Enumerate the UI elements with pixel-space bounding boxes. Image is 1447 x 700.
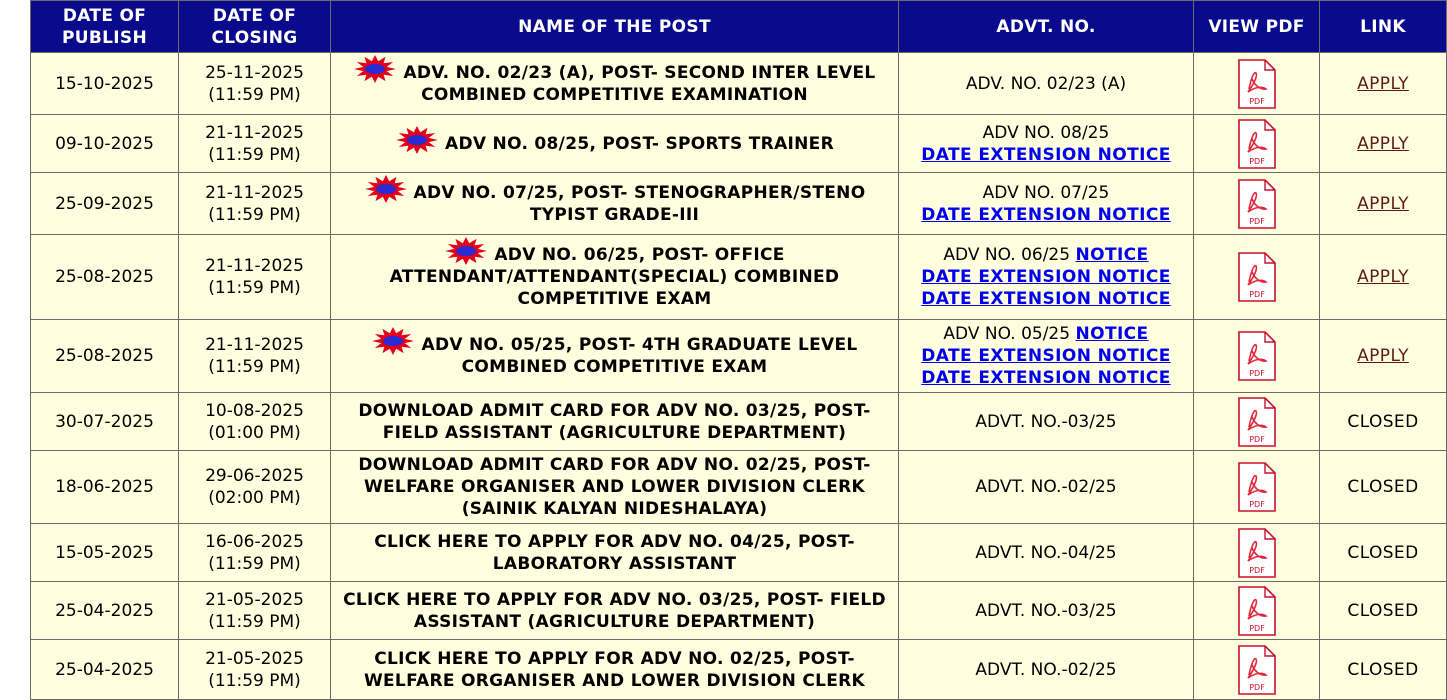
notice-link[interactable]: NOTICE [1075, 324, 1149, 344]
header-date-closing: DATE OF CLOSING [179, 1, 331, 53]
advt-number-line [903, 244, 1189, 266]
publish-date: 25-09-2025 [31, 173, 179, 235]
closing-date [179, 235, 331, 320]
post-name-text[interactable]: ADV NO. 08/25, POST- SPORTS TRAINER [445, 133, 834, 154]
advt-number-text: ADVT. NO.-03/25 [975, 600, 1117, 621]
post-name-text[interactable]: CLICK HERE TO APPLY FOR ADV NO. 02/25, POST- WELFARE ORGANISER AND LOWER DIVISION CLERK [363, 648, 866, 691]
advt-number-text: ADVT. NO.-02/25 [975, 659, 1117, 680]
advt-number [899, 524, 1194, 582]
header-post-name: NAME OF THE POST [331, 1, 899, 53]
advt-number-text: ADV NO. 05/25 [943, 324, 1071, 344]
post-name[interactable] [331, 173, 899, 235]
link-cell [1320, 115, 1447, 173]
view-pdf-cell [1194, 524, 1320, 582]
closing-time-value: (02:00 PM) [208, 488, 301, 508]
pdf-icon[interactable] [1237, 252, 1277, 302]
post-name[interactable] [331, 320, 899, 393]
advt-number-line [903, 122, 1189, 144]
closed-status: CLOSED [1347, 411, 1419, 432]
view-pdf-cell [1194, 173, 1320, 235]
closing-date [179, 524, 331, 582]
date-extension-line [903, 204, 1189, 226]
advt-number-line [903, 411, 1189, 433]
pdf-icon[interactable] [1237, 645, 1277, 695]
link-cell [1320, 173, 1447, 235]
post-name[interactable] [331, 582, 899, 640]
closing-time-value: (11:59 PM) [208, 670, 301, 691]
closing-time-value: (11:59 PM) [208, 611, 301, 632]
pdf-icon[interactable] [1237, 59, 1277, 109]
advt-number-text: ADVT. NO.-03/25 [975, 411, 1117, 432]
closing-date-value: 21-05-2025 [205, 648, 304, 669]
advt-number-text: ADVT. NO.-04/25 [975, 542, 1117, 563]
closing-date [179, 640, 331, 700]
table-row [31, 235, 1447, 320]
date-extension-notice-link[interactable]: DATE EXTENSION NOTICE [921, 346, 1171, 366]
date-extension-line [903, 367, 1189, 389]
date-extension-line [903, 288, 1189, 310]
view-pdf-cell [1194, 640, 1320, 700]
date-extension-notice-link[interactable]: DATE EXTENSION NOTICE [921, 144, 1171, 165]
publish-date: 09-10-2025 [31, 115, 179, 173]
publish-date: 25-04-2025 [31, 640, 179, 700]
new-badge-icon [371, 326, 415, 356]
advt-number-line [903, 182, 1189, 204]
advt-number [899, 235, 1194, 320]
closing-date-value: 21-05-2025 [205, 589, 304, 610]
apply-link[interactable]: APPLY [1357, 73, 1409, 94]
table-row [31, 115, 1447, 173]
recruitment-table [30, 0, 1447, 700]
advt-number [899, 320, 1194, 393]
new-badge-icon [395, 125, 439, 155]
link-cell [1320, 451, 1447, 524]
pdf-icon-label: PDF [1248, 96, 1265, 106]
publish-date: 25-04-2025 [31, 582, 179, 640]
closing-date-value: 21-11-2025 [205, 256, 304, 276]
notice-link[interactable]: NOTICE [1075, 245, 1149, 265]
apply-link[interactable]: APPLY [1357, 193, 1409, 214]
view-pdf-cell [1194, 53, 1320, 115]
advt-number-line [903, 476, 1189, 498]
closing-date [179, 320, 331, 393]
link-cell [1320, 235, 1447, 320]
apply-link[interactable]: APPLY [1357, 346, 1409, 366]
recruitment-table-container [30, 0, 1446, 700]
table-row [31, 53, 1447, 115]
post-name[interactable] [331, 451, 899, 524]
new-badge-icon [353, 54, 397, 84]
pdf-icon-label: PDF [1248, 290, 1265, 299]
closing-time-value: (11:59 PM) [208, 144, 301, 165]
pdf-icon[interactable] [1237, 586, 1277, 636]
closing-date [179, 173, 331, 235]
header-date-publish: DATE OF PUBLISH [31, 1, 179, 53]
table-row [31, 640, 1447, 700]
closed-status: CLOSED [1347, 600, 1419, 621]
pdf-icon-label: PDF [1248, 434, 1265, 444]
closing-date-value: 10-08-2025 [205, 400, 304, 421]
pdf-icon-label: PDF [1248, 565, 1265, 575]
publish-date: 25-08-2025 [31, 320, 179, 393]
pdf-icon-label: PDF [1248, 216, 1265, 226]
pdf-icon[interactable] [1237, 119, 1277, 169]
post-name-text[interactable]: ADV. NO. 02/23 (A), POST- SECOND INTER LEVEL COMBINED COMPETITIVE EXAMINATION [403, 62, 876, 105]
header-view-pdf: VIEW PDF [1194, 1, 1320, 53]
advt-number-line [903, 600, 1189, 622]
publish-date: 30-07-2025 [31, 393, 179, 451]
link-cell [1320, 320, 1447, 393]
post-name[interactable] [331, 393, 899, 451]
pdf-icon-label: PDF [1248, 623, 1265, 633]
pdf-icon[interactable] [1237, 397, 1277, 447]
closing-time-value: (11:59 PM) [208, 204, 301, 225]
post-name-text[interactable]: DOWNLOAD ADMIT CARD FOR ADV NO. 03/25, POST- FIELD ASSISTANT (AGRICULTURE DEPARTMENT) [358, 400, 871, 443]
date-extension-notice-link[interactable]: DATE EXTENSION NOTICE [921, 267, 1171, 287]
post-name[interactable] [331, 53, 899, 115]
pdf-icon[interactable] [1237, 331, 1277, 381]
link-cell [1320, 53, 1447, 115]
view-pdf-cell [1194, 320, 1320, 393]
link-cell [1320, 393, 1447, 451]
advt-number-text: ADV NO. 07/25 [982, 182, 1110, 203]
date-extension-line [903, 345, 1189, 367]
advt-number [899, 640, 1194, 700]
advt-number-line [903, 323, 1189, 345]
pdf-icon[interactable] [1237, 179, 1277, 229]
pdf-icon-label: PDF [1248, 500, 1265, 509]
advt-number [899, 53, 1194, 115]
post-name-text[interactable]: DOWNLOAD ADMIT CARD FOR ADV NO. 02/25, POST- WELFARE ORGANISER AND LOWER DIVISION CLERK (SAINIK KALYAN NIDESHALAYA) [358, 455, 871, 519]
advt-number-text: ADVT. NO.-02/25 [975, 477, 1117, 497]
advt-number-line [903, 659, 1189, 681]
post-name[interactable] [331, 640, 899, 700]
advt-number-line [903, 73, 1189, 95]
date-extension-line [903, 144, 1189, 166]
advt-number-text: ADV. NO. 02/23 (A) [965, 73, 1127, 94]
advt-number [899, 582, 1194, 640]
closing-date [179, 582, 331, 640]
advt-number-line [903, 542, 1189, 564]
date-extension-notice-link[interactable]: DATE EXTENSION NOTICE [921, 289, 1171, 309]
table-row [31, 320, 1447, 393]
post-name-text[interactable]: CLICK HERE TO APPLY FOR ADV NO. 04/25, POST- LABORATORY ASSISTANT [374, 531, 855, 574]
new-badge-icon [364, 174, 408, 204]
closing-date-value: 21-11-2025 [205, 182, 304, 203]
date-extension-notice-link[interactable]: DATE EXTENSION NOTICE [921, 204, 1171, 225]
pdf-icon-label: PDF [1248, 369, 1265, 378]
publish-date: 18-06-2025 [31, 451, 179, 524]
apply-link[interactable]: APPLY [1357, 133, 1409, 154]
closing-date-value: 29-06-2025 [205, 466, 304, 486]
view-pdf-cell [1194, 235, 1320, 320]
advt-number [899, 393, 1194, 451]
closed-status: CLOSED [1347, 659, 1419, 680]
post-name-text[interactable]: CLICK HERE TO APPLY FOR ADV NO. 03/25, POST- FIELD ASSISTANT (AGRICULTURE DEPARTMENT) [343, 589, 886, 632]
table-header-row [31, 1, 1447, 53]
pdf-icon-label: PDF [1248, 156, 1265, 166]
closing-time-value: (11:59 PM) [208, 84, 301, 105]
post-name-text[interactable]: ADV NO. 05/25, POST- 4TH GRADUATE LEVEL COMBINED COMPETITIVE EXAM [421, 335, 858, 377]
closing-time-value: (11:59 PM) [208, 553, 301, 574]
closing-date-value: 25-11-2025 [205, 62, 304, 83]
advt-number-text: ADV NO. 06/25 [943, 245, 1071, 265]
pdf-icon-label: PDF [1248, 682, 1265, 692]
closing-date [179, 451, 331, 524]
post-name[interactable] [331, 115, 899, 173]
date-extension-line [903, 266, 1189, 288]
closing-date [179, 393, 331, 451]
link-cell [1320, 640, 1447, 700]
advt-number [899, 115, 1194, 173]
pdf-icon[interactable] [1237, 528, 1277, 578]
post-name[interactable] [331, 235, 899, 320]
post-name-text[interactable]: ADV NO. 07/25, POST- STENOGRAPHER/STENO TYPIST GRADE-III [413, 182, 866, 225]
header-link: LINK [1320, 1, 1447, 53]
closing-date [179, 115, 331, 173]
table-row [31, 451, 1447, 524]
advt-number [899, 451, 1194, 524]
apply-link[interactable]: APPLY [1357, 267, 1409, 287]
table-row [31, 393, 1447, 451]
view-pdf-cell [1194, 451, 1320, 524]
advt-number [899, 173, 1194, 235]
publish-date: 25-08-2025 [31, 235, 179, 320]
closing-date-value: 21-11-2025 [205, 335, 304, 355]
table-row [31, 582, 1447, 640]
link-cell [1320, 524, 1447, 582]
table-row [31, 173, 1447, 235]
post-name[interactable] [331, 524, 899, 582]
header-advt-no: ADVT. NO. [899, 1, 1194, 53]
closing-date-value: 16-06-2025 [205, 531, 304, 552]
table-row [31, 524, 1447, 582]
date-extension-notice-link[interactable]: DATE EXTENSION NOTICE [921, 368, 1171, 388]
closed-status: CLOSED [1347, 477, 1419, 497]
pdf-icon[interactable] [1237, 462, 1277, 512]
view-pdf-cell [1194, 393, 1320, 451]
closing-time-value: (11:59 PM) [208, 278, 301, 298]
view-pdf-cell [1194, 582, 1320, 640]
new-badge-icon [444, 236, 488, 266]
view-pdf-cell [1194, 115, 1320, 173]
advt-number-text: ADV NO. 08/25 [982, 122, 1110, 143]
post-name-text[interactable]: ADV NO. 06/25, POST- OFFICE ATTENDANT/ATTENDANT(SPECIAL) COMBINED COMPETITIVE EXAM [389, 245, 840, 309]
closing-time-value: (11:59 PM) [208, 357, 301, 377]
closing-date-value: 21-11-2025 [205, 122, 304, 143]
closed-status: CLOSED [1347, 542, 1419, 563]
closing-time-value: (01:00 PM) [208, 422, 301, 443]
link-cell [1320, 582, 1447, 640]
publish-date: 15-05-2025 [31, 524, 179, 582]
closing-date [179, 53, 331, 115]
publish-date: 15-10-2025 [31, 53, 179, 115]
